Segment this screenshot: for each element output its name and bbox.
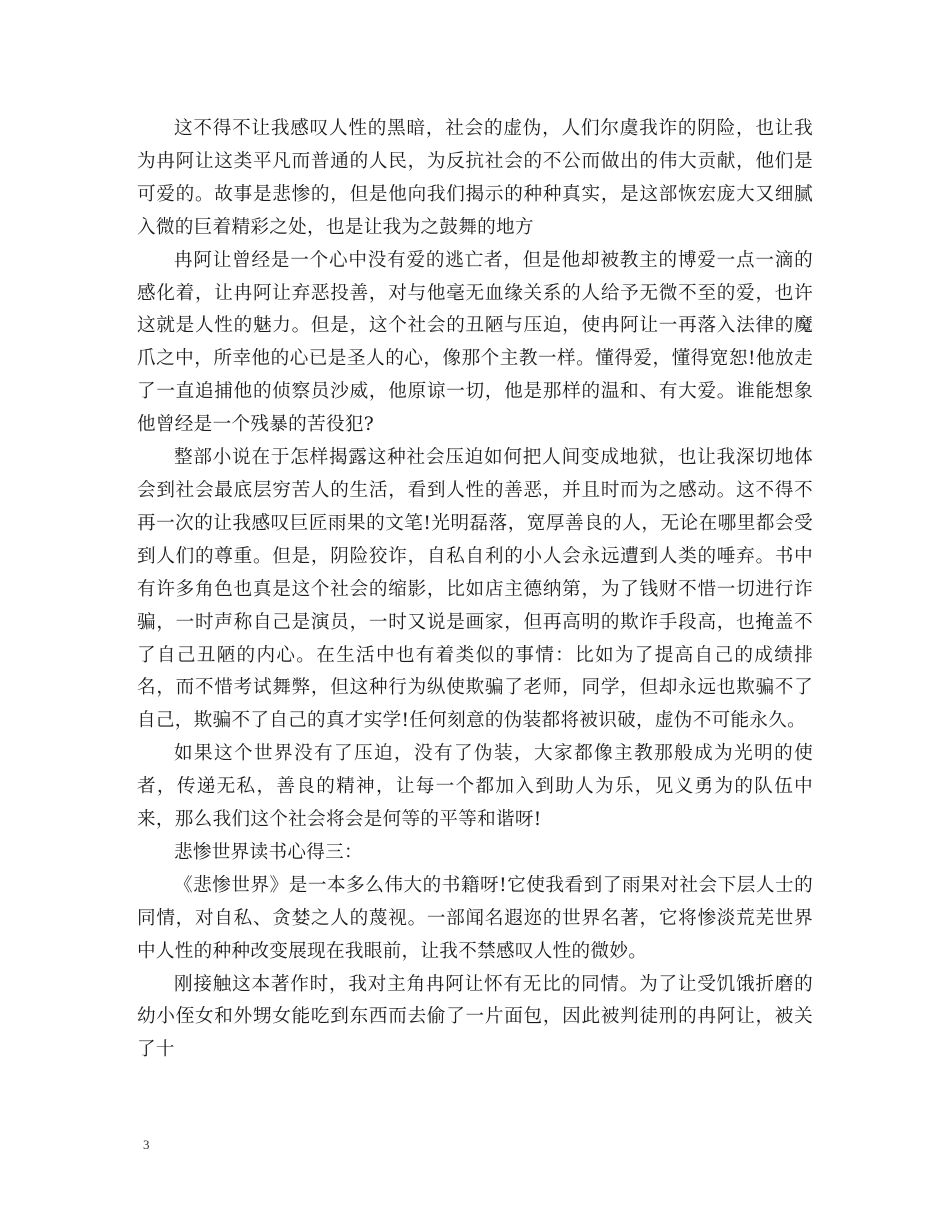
paragraph-1: 这不得不让我感叹人性的黑暗，社会的虚伪，人们尔虞我诈的阴险，也让我为冉阿让这类平凡而普通的人民，为反抗社会的不公而做出的伟大贡献，他们是可爱的。故事是悲惨的，但是他向我们揭示的种种真实，是这部恢宏庞大又细腻入微的巨着精彩之处，也是让我为之鼓舞的地方 [137, 118, 813, 238]
section-heading: 悲惨世界读书心得三： [174, 841, 363, 863]
paragraph-6: 刚接触这本著作时，我对主角冉阿让怀有无比的同情。为了让受饥饿折磨的幼小侄女和外甥女能吃到东西而去偷了一片面包，因此被判徒刑的冉阿让，被关了十 [137, 973, 813, 1061]
paragraph-2: 冉阿让曾经是一个心中没有爱的逃亡者，但是他却被教主的博爱一点一滴的感化着，让冉阿让弃恶投善，对与他毫无血缘关系的人给予无微不至的爱，也许这就是人性的魅力。但是，这个社会的丑陋与压迫，使冉阿让一再落入法律的魔爪之中，所幸他的心已是圣人的心，像那个主教一样。懂得爱，懂得宽恕!他放走了一直追捕他的侦察员沙威，他原谅一切，他是那样的温和、有大爱。谁能想象他曾经是一个残暴的苦役犯? [137, 249, 813, 436]
paragraph-5: 《悲惨世界》是一本多么伟大的书籍呀!它使我看到了雨果对社会下层人士的同情，对自私、贪婪之人的蔑视。一部闻名遐迩的世界名著，它将惨淡荒芜世界中人性的种种改变展现在我眼前，让我不禁感叹人性的微妙。 [137, 874, 813, 962]
paragraph-4: 如果这个世界没有了压迫，没有了伪装，大家都像主教那般成为光明的使者，传递无私，善良的精神，让每一个都加入到助人为乐，见义勇为的队伍中来，那么我们这个社会将会是何等的平等和谐呀! [137, 743, 813, 831]
page-number: 3 [143, 1137, 150, 1152]
paragraph-3: 整部小说在于怎样揭露这种社会压迫如何把人间变成地狱，也让我深切地体会到社会最底层穷苦人的生活，看到人性的善恶，并且时而为之感动。这不得不再一次的让我感叹巨匠雨果的文笔!光明磊落，宽厚善良的人，无论在哪里都会受到人们的尊重。但是，阴险狡诈，自私自利的小人会永远遭到人类的唾弃。书中有许多角色也真是这个社会的缩影，比如店主德纳第，为了钱财不惜一切进行诈骗，一时声称自己是演员，一时又说是画家，但再高明的欺诈手段高，也掩盖不了自己丑陋的内心。在生活中也有着类似的事情：比如为了提高自己的成绩排名，而不惜考试舞弊，但这种行为纵使欺骗了老师，同学，但却永远也欺骗不了自己，欺骗不了自己的真才实学!任何刻意的伪装都将被识破，虚伪不可能永久。 [137, 447, 813, 732]
body-text [137, 113, 813, 1067]
